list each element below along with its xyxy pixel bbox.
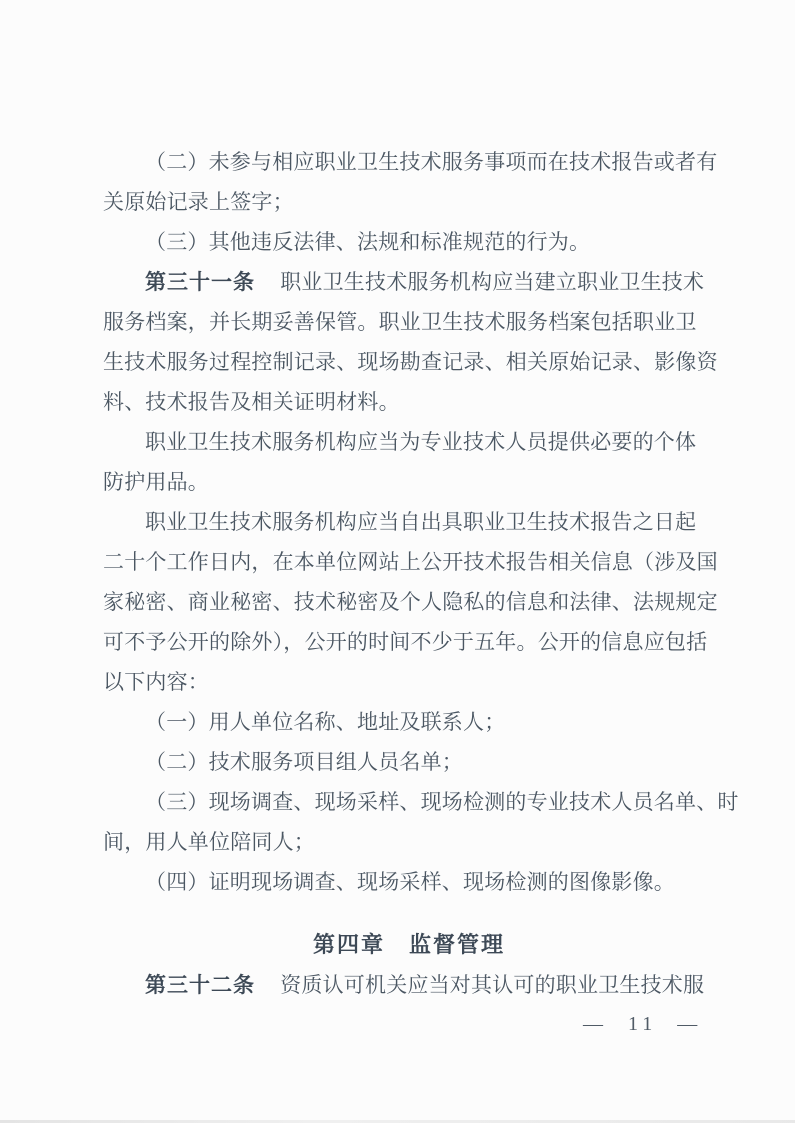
article-number: 第三十一条 (145, 270, 255, 294)
text-line: （三）现场调查、现场采样、现场检测的专业技术人员名单、时 (145, 790, 739, 814)
text-line: （四）证明现场调查、现场采样、现场检测的图像影像。 (145, 870, 675, 894)
text-line: （三）其他违反法律、法规和标准规范的行为。 (145, 230, 591, 254)
text-line: 间，用人单位陪同人； (103, 830, 315, 854)
text-line: 家秘密、商业秘密、技术秘密及个人隐私的信息和法律、法规规定 (103, 590, 718, 614)
page-number: — 11 — (583, 1013, 703, 1035)
text-line: 以下内容： (103, 670, 209, 694)
text-line: （二）技术服务项目组人员名单； (145, 750, 463, 774)
text-line: 第三十二条 资质认可机关应当对其认可的职业卫生技术服 (145, 973, 705, 997)
text-line: 服务档案，并长期妥善保管。职业卫生技术服务档案包括职业卫 (103, 310, 697, 334)
text-line: 第三十一条 职业卫生技术服务机构应当建立职业卫生技术 (145, 270, 705, 294)
text-line: 职业卫生技术服务机构应当为专业技术人员提供必要的个体 (145, 430, 697, 454)
text-line: 料、技术报告及相关证明材料。 (103, 390, 400, 414)
text-line: 职业卫生技术服务机构应当自出具职业卫生技术报告之日起 (145, 510, 697, 534)
text-line: （二）未参与相应职业卫生技术服务事项而在技术报告或者有 (145, 150, 718, 174)
text-line: 关原始记录上签字； (103, 190, 294, 214)
text-line: 防护用品。 (103, 470, 209, 494)
article-number: 第三十二条 (145, 973, 255, 997)
document-body (103, 142, 739, 1005)
chapter-heading: 第四章 监督管理 (312, 932, 505, 957)
text-line: 可不予公开的除外），公开的时间不少于五年。公开的信息应包括 (103, 630, 708, 654)
text-line: （一）用人单位名称、地址及联系人； (145, 710, 506, 734)
text-line: 二十个工作日内，在本单位网站上公开技术报告相关信息（涉及国 (103, 550, 718, 574)
text-line: 生技术服务过程控制记录、现场勘查记录、相关原始记录、影像资 (103, 350, 718, 374)
